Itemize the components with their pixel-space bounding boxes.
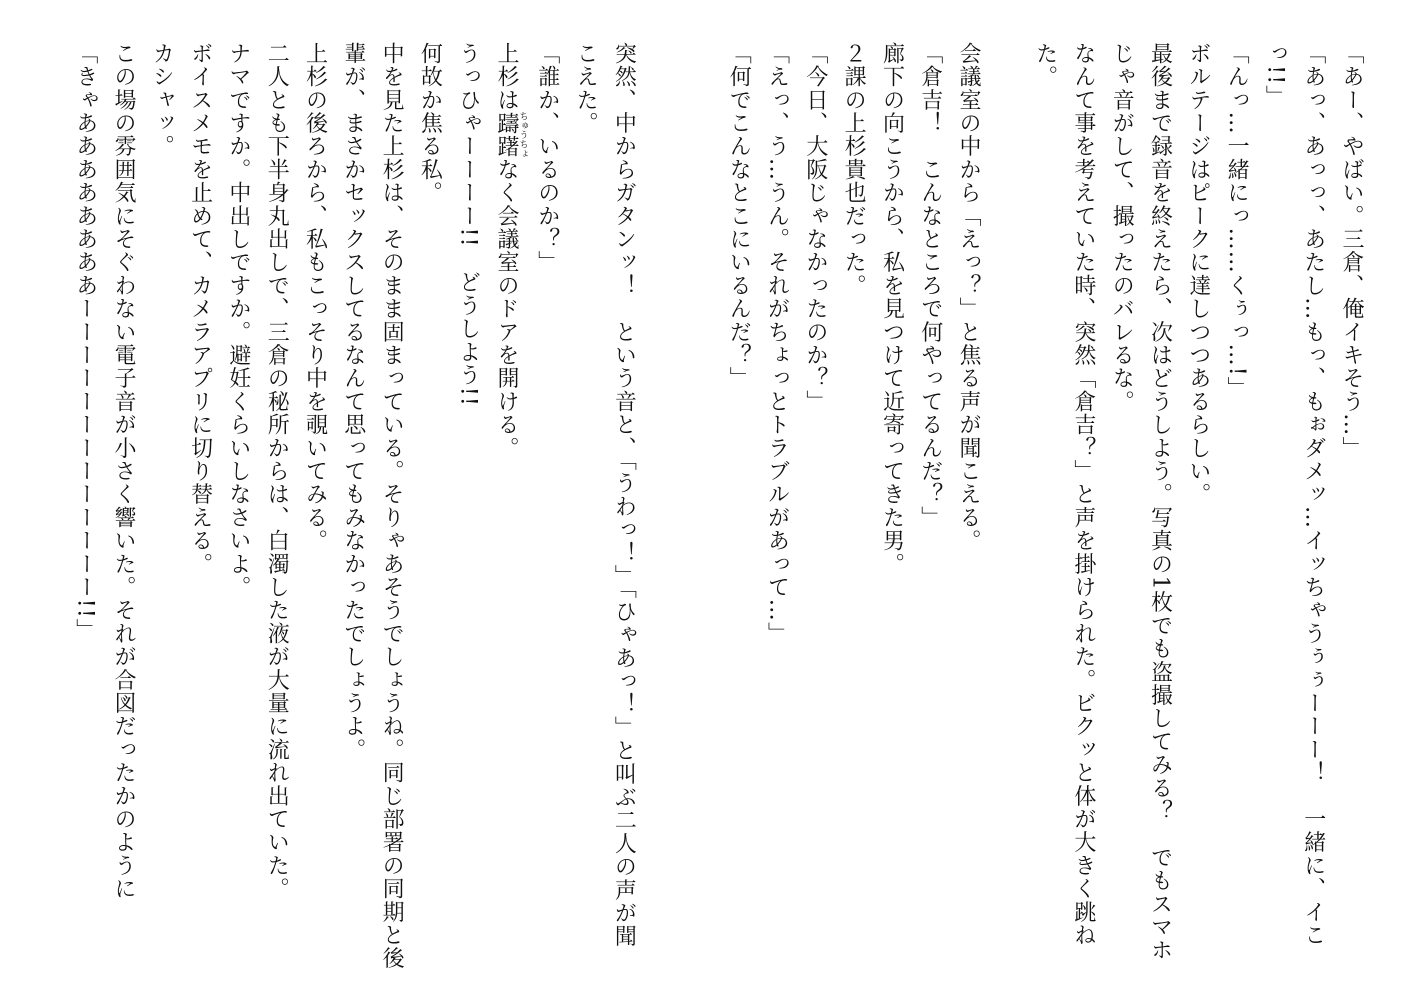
text-line: 輩が、まさかセックスしてるなんて思ってもみなかったでしょうよ。 (340, 42, 366, 762)
text-line: 中を見た上杉は、そのまま固まっている。そりゃあそうでしょうね。同じ部署の同期と後 (379, 42, 405, 970)
text-line: た。 (1032, 42, 1058, 89)
text-line: 「きゃああああああああーーーーーーーーーーーーー!!」 (72, 42, 98, 643)
text-line: 会議室の中から「えっ？」と焦る声が聞こえる。 (956, 42, 982, 553)
text-line: 「何でこんなとこにいるんだ？」 (726, 42, 752, 390)
vertical-text-body (65, 42, 1370, 972)
text-line: こえた。 (573, 42, 599, 135)
text-line: 上杉の後ろから、私もこっそり中を覗いてみる。 (302, 42, 328, 553)
text-line: 突然、中からガタンッ！ という音と、「うわっ！」「ひゃあっ！」と叫ぶ二人の声が聞 (611, 42, 637, 948)
text-line: じゃ音がして、撮ったのバレるな。 (1109, 42, 1135, 414)
text-line: 何故か焦る私。 (417, 42, 443, 205)
ruby-word (493, 111, 528, 159)
text-line: 「あー、やばい。三倉、俺イキそう…」 (1339, 42, 1364, 460)
ruby-line-before: 上杉は (493, 42, 519, 112)
text-line: 「あっ、あっっ、あたし…もっ、もぉダメッ…イッちゃうぅぅーーー！ 一緒に、イこ (1300, 42, 1326, 947)
text-line: 「誰か、いるのか？」 (534, 42, 560, 274)
text-line: ボイスメモを止めて、カメラアプリに切り替える。 (187, 42, 213, 576)
text-line: なんて事を考えていた時、突然「倉吉？」と声を掛けられた。ビクッと体が大きく跳ね (1070, 42, 1096, 947)
text-line: 最後まで録音を終えたら、次はどうしよう。写真の1枚でも盗撮してみる？ でもスマホ (1147, 42, 1173, 962)
blank-line (642, 42, 680, 972)
blank-line (987, 42, 1025, 972)
text-line: 「んっ…一緒にっ……くぅっ…!」 (1224, 42, 1250, 401)
text-line: 「えっ、う…うん。それがちょっとトラブルがあって…」 (764, 42, 790, 646)
text-line: ２課の上杉貴也だった。 (841, 42, 867, 298)
text-line: この場の雰囲気にそぐわない電子音が小さく響いた。それが合図だったかのように (111, 42, 136, 901)
ruby-base: 躊躇 (493, 111, 519, 159)
text-line: 二人とも下半身丸出しで、三倉の秘所からは、白濁した液が大量に流れ出ていた。 (264, 42, 290, 901)
ruby-line-after: なく会議室のドアを開ける。 (493, 158, 519, 460)
text-line: ナマですか。中出しですか。避妊くらいしなさいよ。 (225, 42, 251, 599)
ruby-reading: ちゅうちょ (517, 111, 528, 159)
text-line: 「倉吉！ こんなところで何やってるんだ？」 (917, 42, 943, 530)
text-line: うっひゃーーーー!! どうしよう!! (455, 42, 481, 407)
text-line: 「今日、大阪じゃなかったのか？」 (802, 42, 828, 414)
text-line: カシャッ。 (149, 42, 175, 158)
text-line: っ!!」 (1262, 42, 1288, 109)
text-line-with-ruby (487, 42, 528, 972)
text-line: 廊下の向こうから、私を見つけて近寄ってきた男。 (879, 42, 905, 576)
text-line: ボルテージはピークに達しつつあるらしい。 (1185, 42, 1211, 506)
blank-line (681, 42, 719, 972)
